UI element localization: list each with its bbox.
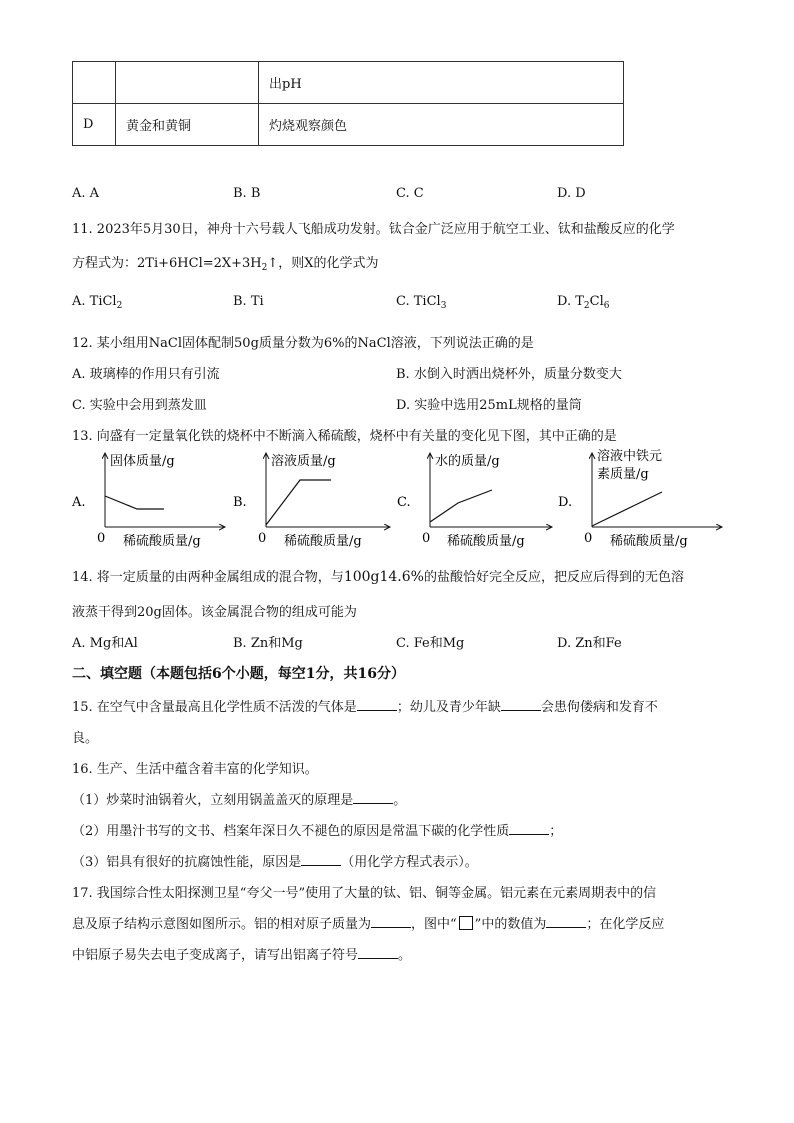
answer-blank[interactable] (371, 915, 411, 928)
subscript: 3 (440, 301, 447, 311)
q11-prefix: 方程式为： (72, 256, 138, 271)
graph-label: A. (72, 495, 86, 510)
q14-option-a: A. Mg和Al (72, 636, 138, 651)
graph-label: D. (558, 495, 573, 510)
origin-label: 0 (584, 531, 593, 546)
q11-suffix: ，则X的化学式为 (278, 256, 379, 271)
q17-text: ”中的数值为 (474, 917, 547, 932)
subscript: 2 (583, 301, 590, 311)
q10-option-c: C. C (396, 186, 424, 201)
q11-option-a (72, 294, 122, 311)
q17-text: 。 (398, 948, 412, 963)
option-formula: Cl (589, 294, 604, 309)
answer-blank[interactable] (301, 853, 341, 866)
q12-stem: 12. 某小组用NaCl固体配制50g质量分数为6%的NaCl溶液，下列说法正确的是 (72, 336, 534, 351)
q16-text: ； (549, 824, 563, 839)
q11-equation: 2Ti+6HCl=2X+3H (137, 256, 262, 271)
option-formula: TiCl (89, 294, 117, 309)
origin-label: 0 (97, 531, 106, 546)
x-axis-label: 稀硫酸质量/g (123, 534, 201, 549)
curve (430, 490, 492, 522)
q16-text: 。 (393, 793, 407, 808)
subscript: 2 (261, 263, 268, 273)
options-table (72, 61, 624, 146)
q17-line1: 17. 我国综合性太阳探测卫星“夸父一号”使用了大量的钛、铝、铜等金属。铝元素在元素周期表中的信 (72, 886, 657, 901)
answer-blank[interactable] (509, 822, 549, 835)
answer-blank[interactable] (358, 946, 398, 959)
q16-sub1 (72, 789, 406, 808)
answer-blank[interactable] (357, 698, 397, 711)
graph-a (71, 453, 225, 549)
q13-stem: 13. 向盛有一定量氧化铁的烧杯中不断滴入稀硫酸，烧杯中有关量的变化见下图，其中正确的是 (72, 429, 617, 444)
y-axis-label: 素质量/g (597, 467, 649, 482)
q14-option-d: D. Zn和Fe (557, 636, 622, 651)
graph-label: B. (233, 495, 247, 510)
q17-text: ，图中“ (411, 917, 457, 932)
curve (266, 480, 331, 525)
q10-option-a: A. A (72, 186, 100, 201)
curve (105, 496, 164, 509)
q16-sub3 (72, 851, 478, 870)
q12-option-a: A. 玻璃棒的作用只有引流 (72, 367, 220, 382)
q10-option-d: D. D (557, 186, 586, 201)
q16-text: （2）用墨汁书写的文书、档案年深日久不褪色的原因是常温下碳的化学性质 (72, 824, 510, 839)
q16-text: （1）炒菜时油锅着火，立刻用锅盖盖灭的原理是 (72, 793, 354, 808)
q17-line2 (72, 913, 664, 932)
q15-text: 会患佝偻病和发育不 (540, 700, 658, 715)
q17-text: 息及原子结构示意图如图所示。铝的相对原子质量为 (72, 917, 372, 932)
curve (592, 492, 662, 526)
q15-text: 15. 在空气中含量最高且化学性质不活泼的气体是 (72, 700, 357, 715)
q15-line2: 良。 (72, 731, 99, 746)
answer-blank[interactable] (546, 915, 586, 928)
q16-text: （3）铝具有很好的抗腐蚀性能，原因是 (72, 855, 302, 870)
origin-label: 0 (258, 531, 267, 546)
x-axis-label: 稀硫酸质量/g (447, 534, 525, 549)
graph-label: C. (397, 495, 411, 510)
table-row (73, 62, 624, 104)
q14-option-c: C. Fe和Mg (396, 636, 465, 651)
graph-c (397, 453, 552, 549)
q11-stem-line2 (72, 252, 379, 273)
x-axis-label: 稀硫酸质量/g (284, 534, 362, 549)
q13-graphs (60, 445, 780, 555)
y-axis-label: 溶液质量/g (271, 454, 336, 469)
table-cell (73, 62, 116, 104)
graph-d (558, 448, 722, 549)
table-cell: D (73, 104, 116, 146)
q16-text: （用化学方程式表示）。 (341, 855, 478, 870)
y-axis-label: 溶液中铁元 (597, 449, 663, 464)
q11-option-b: B. Ti (233, 294, 264, 309)
option-letter: D. (557, 294, 576, 309)
subscript: 2 (116, 301, 123, 311)
q17-line3 (72, 944, 411, 963)
q15-text: ；幼儿及青少年缺 (396, 700, 501, 715)
q11-option-c (396, 294, 446, 311)
option-formula: T (575, 294, 584, 309)
q12-option-b: B. 水倒入时洒出烧杯外，质量分数变大 (396, 367, 622, 382)
q14-stem-line1 (72, 566, 684, 585)
q11-stem-line1: 11. 2023年5月30日，神舟十六号载人飞船成功发射。钛合金广泛应用于航空工业、钛和盐酸反应的化学 (72, 222, 675, 237)
q14-option-b: B. Zn和Mg (233, 636, 303, 651)
q12-option-c: C. 实验中会用到蒸发皿 (72, 398, 207, 413)
q17-text: 中铝原子易失去电子变成离子，请写出铝离子符号 (72, 948, 359, 963)
table-cell: 出pH (259, 62, 624, 104)
table-cell (116, 62, 259, 104)
table-cell: 黄金和黄铜 (116, 104, 259, 146)
q11-option-d (557, 294, 609, 311)
y-axis-label: 固体质量/g (110, 454, 175, 469)
q17-text: ；在化学反应 (586, 917, 665, 932)
box-icon (459, 916, 473, 930)
origin-label: 0 (422, 531, 431, 546)
answer-blank[interactable] (501, 698, 541, 711)
q15-line1 (72, 696, 658, 715)
q10-option-b: B. B (233, 186, 261, 201)
option-letter: A. (72, 294, 90, 309)
x-axis-label: 稀硫酸质量/g (610, 534, 688, 549)
option-letter: C. (396, 294, 414, 309)
q14-amount: 100g14.6% (343, 569, 424, 585)
subscript: 6 (603, 301, 610, 311)
q16-stem: 16. 生产、生活中蕴含着丰富的化学知识。 (72, 762, 318, 777)
q14-stem-line2: 液蒸干得到20g固体。该金属混合物的组成可能为 (72, 605, 357, 620)
q12-option-d: D. 实验中选用25mL规格的量筒 (396, 398, 582, 413)
q14-text: 14. 将一定质量的由两种金属组成的混合物，与 (72, 570, 344, 585)
table-cell: 灼烧观察颜色 (259, 104, 624, 146)
gas-arrow-icon: ↑ (267, 256, 279, 271)
q14-text: 的盐酸恰好完全反应，把反应后得到的无色溶 (423, 570, 684, 585)
section-heading: 二、填空题（本题包括6个小题，每空1分，共16分） (72, 666, 405, 682)
table-row (73, 104, 624, 146)
y-axis-label: 水的质量/g (435, 454, 500, 469)
option-formula: TiCl (413, 294, 441, 309)
q16-sub2 (72, 820, 562, 839)
graph-b (233, 453, 390, 549)
answer-blank[interactable] (353, 791, 393, 804)
